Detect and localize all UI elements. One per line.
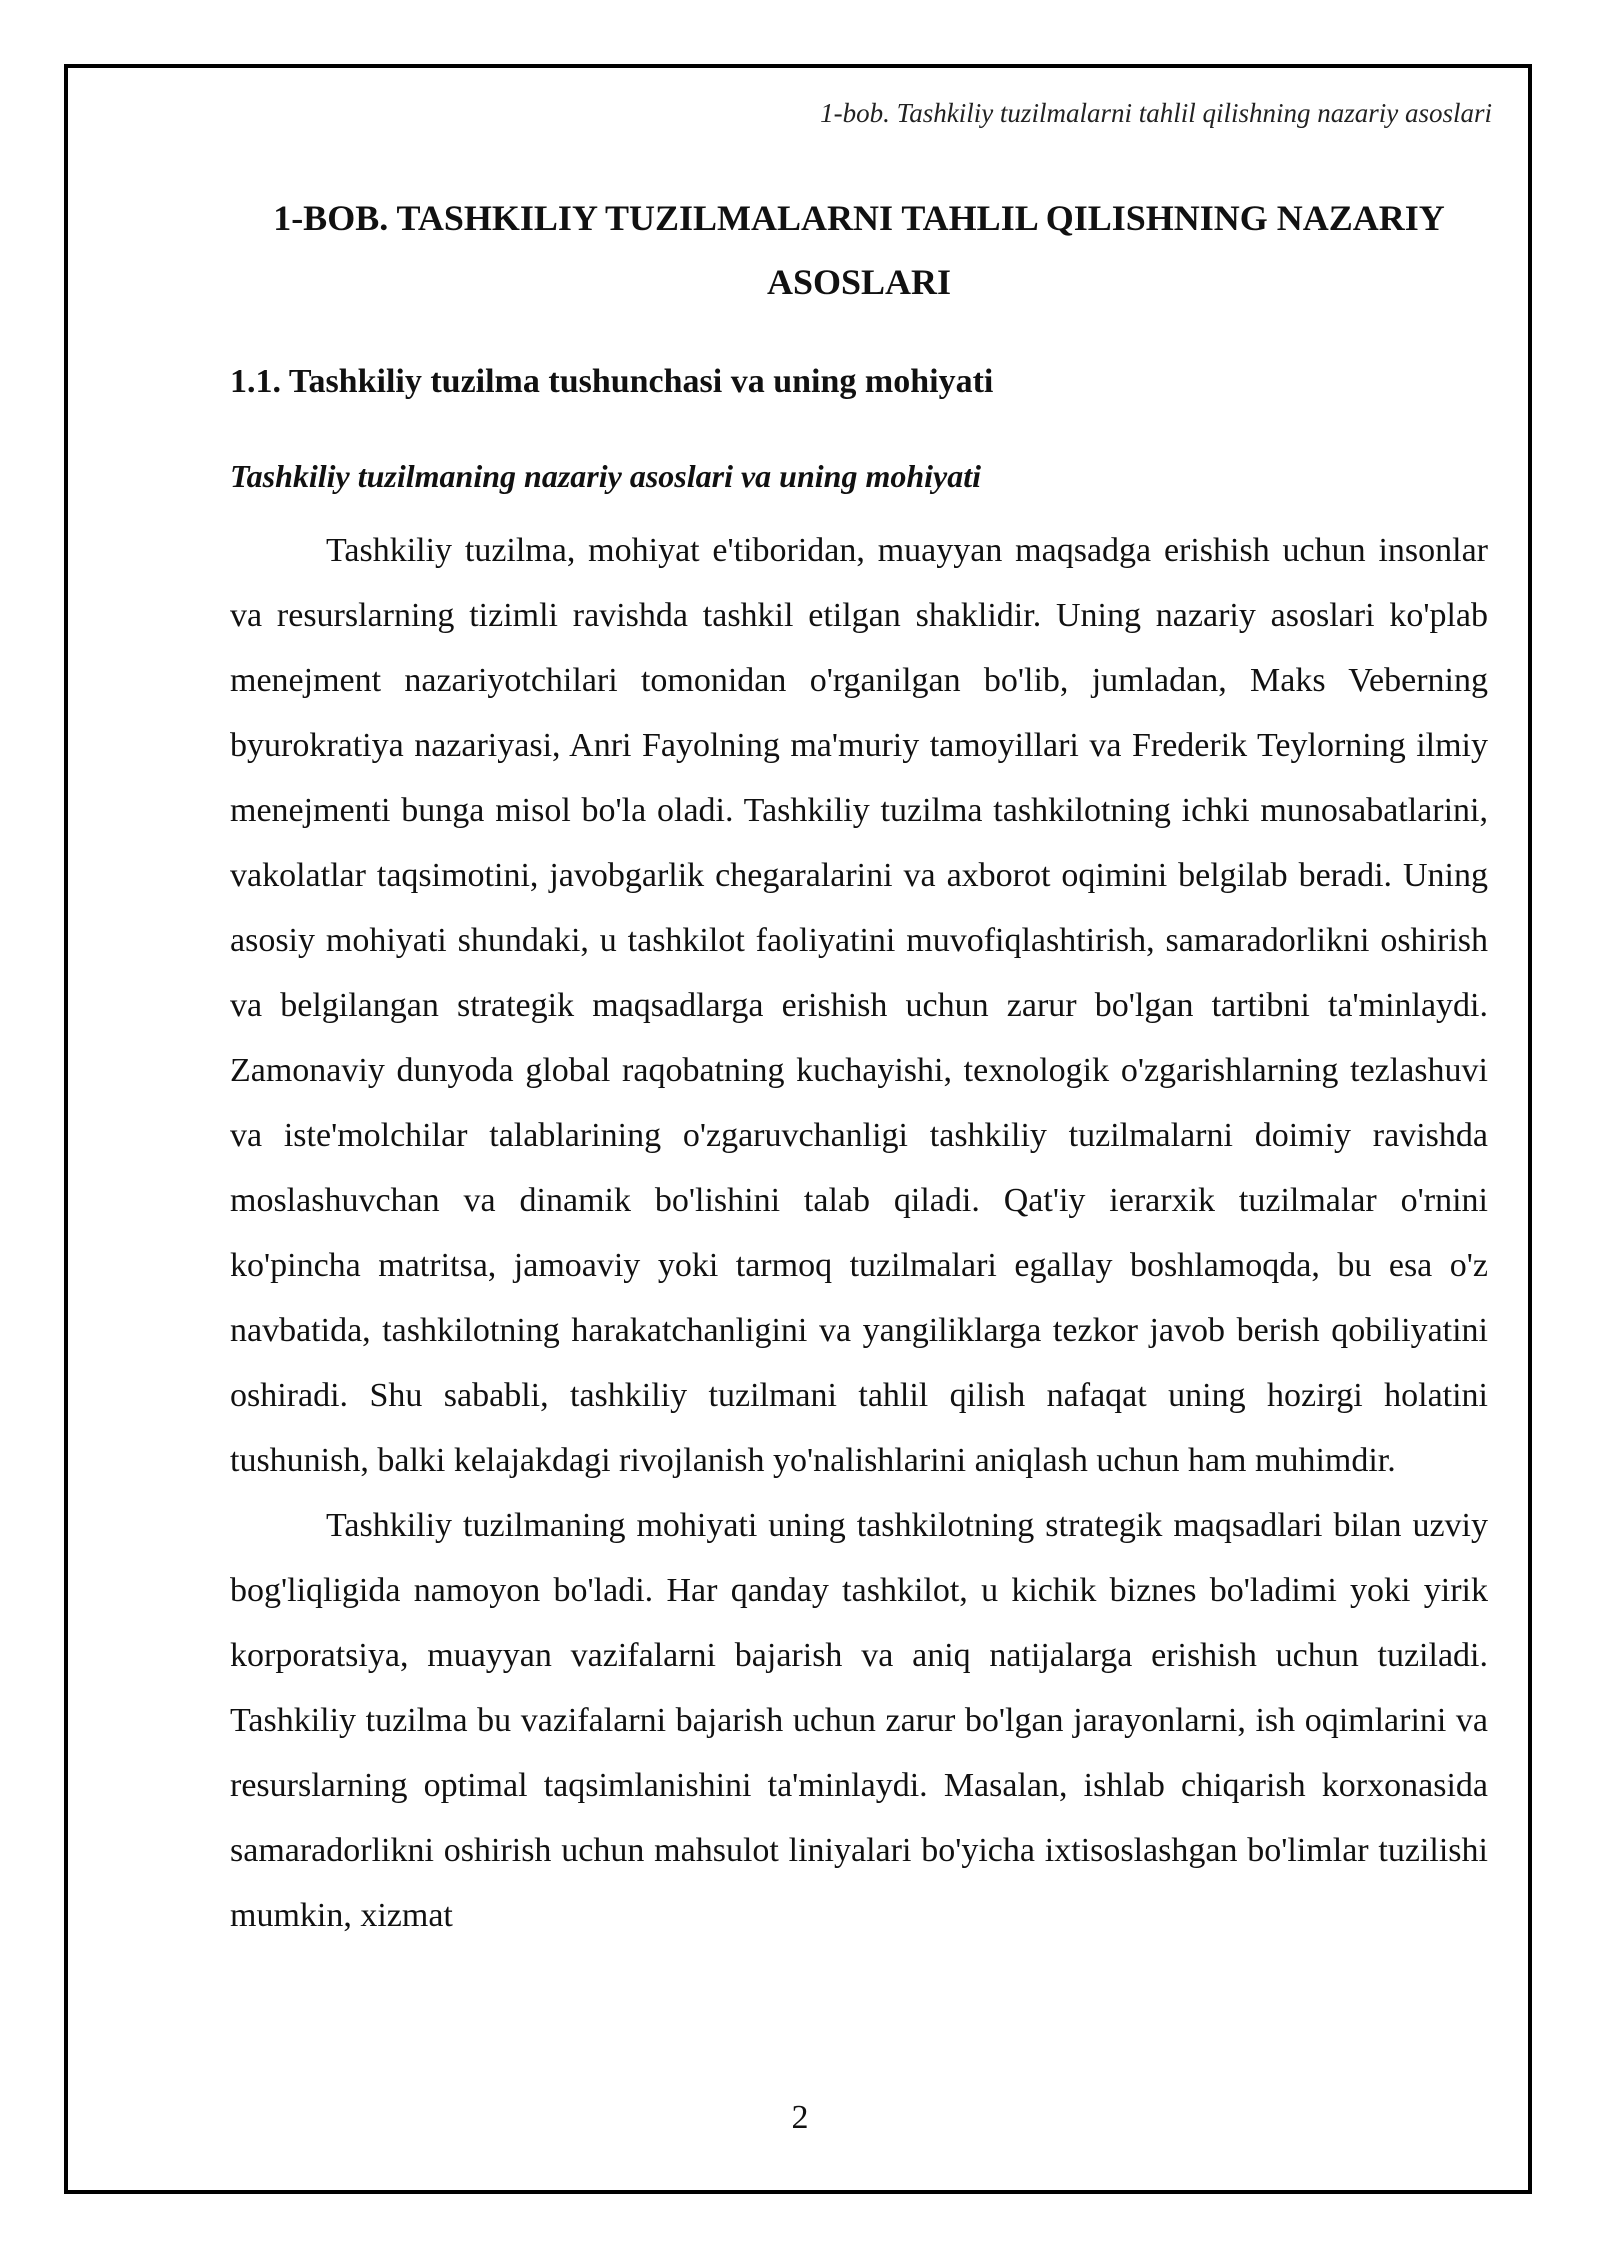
paragraph: Tashkiliy tuzilmaning mohiyati uning tashkilotning strategik maqsadlari bilan uzviy bog'liqligida namoyon bo'ladi. Har qanday tashkilot, u kichik biznes bo'ladimi yoki yirik korporatsiya, muayyan vazifalarni bajarish va aniq natijalarga erishish uchun tuziladi. Tashkiliy tuzilma bu vazifalarni bajarish uchun zarur bo'lgan jarayonlarni, ish oqimlarini va resurslarning optimal taqsimlanishini ta'minlaydi. Masalan, ishlab chiqarish korxonasida samaradorlikni oshirish uchun mahsulot liniyalari bo'yicha ixtisoslashgan bo'limlar tuzilishi mumkin, xizmat [230,1507,1488,1934]
section-heading: 1.1. Tashkiliy tuzilma tushunchasi va uning mohiyati [230,363,994,400]
body-text [230,518,1488,1948]
paragraph: Tashkiliy tuzilma, mohiyat e'tiboridan, muayyan maqsadga erishish uchun insonlar va resurslarning tizimli ravishda tashkil etilgan shaklidir. Uning nazariy asoslari ko'plab menejment nazariyotchilari tomonidan o'rganilgan bo'lib, jumladan, Maks Veberning byurokratiya nazariyasi, Anri Fayolning ma'muriy tamoyillari va Frederik Teylorning ilmiy menejmenti bunga misol bo'la oladi. Tashkiliy tuzilma tashkilotning ichki munosabatlarini, vakolatlar taqsimotini, javobgarlik chegaralarini va axborot oqimini belgilab beradi. Uning asosiy mohiyati shundaki, u tashkilot faoliyatini muvofiqlashtirish, samaradorlikni oshirish va belgilangan strategik maqsadlarga erishish uchun zarur bo'lgan tartibni ta'minlaydi. Zamonaviy dunyoda global raqobatning kuchayishi, texnologik o'zgarishlarning tezlashuvi va iste'molchilar talablarining o'zgaruvchanligi tashkiliy tuzilmalarni doimiy ravishda moslashuvchan va dinamik bo'lishini talab qiladi. Qat'iy ierarxik tuzilmalar o'rnini ko'pincha matritsa, jamoaviy yoki tarmoq tuzilmalari egallay boshlamoqda, bu esa o'z navbatida, tashkilotning harakatchanligini va yangiliklarga tezkor javob berish qobiliyatini oshiradi. Shu sababli, tashkiliy tuzilmani tahlil qilish nafaqat uning hozirgi holatini tushunish, balki kelajakdagi rivojlanish yo'nalishlarini aniqlash uchun ham muhimdir. [230,532,1488,1479]
running-header: 1-bob. Tashkiliy tuzilmalarni tahlil qilishning nazariy asoslari [820,98,1492,128]
chapter-title: 1-BOB. TASHKILIY TUZILMALARNI TAHLIL QILISHNING NAZARIY ASOSLARI [273,198,1445,302]
page-number: 2 [791,2099,809,2136]
subsection-heading: Tashkiliy tuzilmaning nazariy asoslari va uning mohiyati [230,458,982,494]
